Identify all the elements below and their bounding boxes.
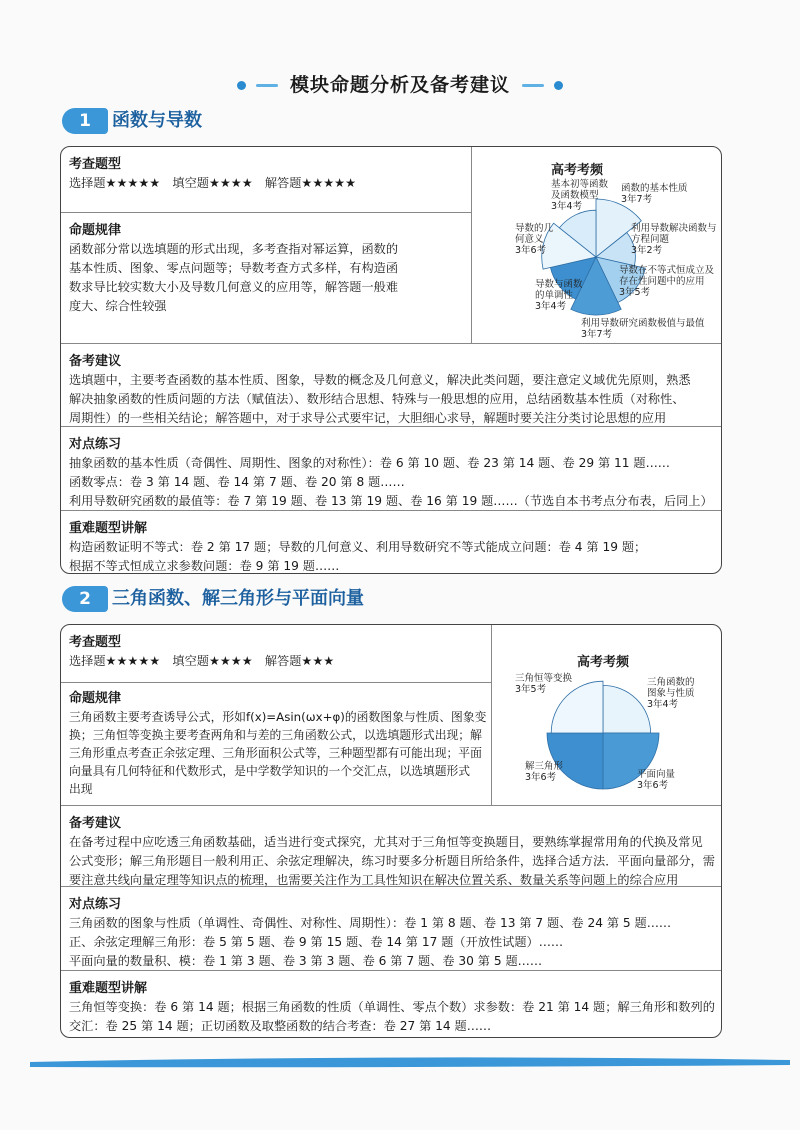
section-1-box	[60, 146, 722, 574]
block-heading: 命题规律	[69, 223, 122, 238]
block-text: 选择题★★★★★ 填空题★★★★ 解答题★★★★★	[69, 176, 357, 190]
block-heading: 考查题型	[69, 157, 122, 172]
practice-block	[61, 427, 721, 511]
block-heading: 考查题型	[69, 635, 122, 650]
rules-block	[61, 683, 491, 805]
block-heading: 对点练习	[69, 437, 122, 452]
pie-label: 三角恒等变换 3年5考	[515, 673, 573, 695]
page-title	[0, 70, 800, 97]
footer-brush-stroke	[30, 1056, 790, 1068]
block-text: 三角函数的图象与性质（单调性、奇偶性、对称性、周期性）：卷 1 第 8 题、卷 13 第 7 题、卷 24 第 5 题…… 正、余弦定理解三角形：卷 5 第 5 题、卷 9 第 15 题、卷 14 第 17 题（开放性试题）…… 平面向量的数量积、模：卷 1 第 3 题、卷 3 第 3 题、卷 6 第 7 题、卷 30 第 5 题……	[69, 916, 672, 968]
section-title: 函数与导数	[112, 110, 202, 131]
block-heading: 重难题型讲解	[69, 981, 148, 996]
chart-title: 高考考频	[577, 655, 630, 670]
block-heading: 对点练习	[69, 897, 122, 912]
block-heading: 重难题型讲解	[69, 521, 148, 536]
block-text: 抽象函数的基本性质（奇偶性、周期性、图象的对称性）：卷 6 第 10 题、卷 23 第 14 题、卷 29 第 11 题…… 函数零点：卷 3 第 14 题、卷 14 第 7 题、卷 20 第 8 题…… 利用导数研究函数的最值等：卷 7 第 19 题、卷 13 第 19 题、卷 16 第 19 题……（节选自本书考点分布表，后同上）	[69, 456, 713, 508]
block-text: 三角函数主要考查诱导公式，形如f(x)=Asin(ωx+φ)的函数图象与性质、图象变 换；三角恒等变换主要考查两角和与差的三角函数公式，以选填题形式出现；解 三角形重点考查正余弦定理、三角形面积公式等，三种题型都有可能出现；平面 向量具有几何特征和代数形式，是中学数学知识的一个交汇点，以选填题形式 出现	[69, 710, 487, 796]
pie-slice-1	[603, 685, 651, 733]
block-text: 选择题★★★★★ 填空题★★★★ 解答题★★★	[69, 654, 335, 668]
section-2-box	[60, 624, 722, 1038]
title-dash-left	[256, 84, 278, 87]
frequency-chart-1	[471, 147, 721, 343]
practice-block	[61, 887, 721, 971]
pie-label: 解三角形 3年6考	[525, 761, 564, 783]
pie-label: 导数的几 何意义 3年6考	[515, 223, 554, 256]
block-text: 选填题中，主要考查函数的基本性质、图象，导数的概念及几何意义，解决此类问题，要注意定义域优先原则，熟悉 解决抽象函数的性质问题的方法（赋值法）、数形结合思想、特殊与一般思想的应用，总结函数基本性质（对称性、 周期性）的一些相关结论；解答题中，对于求导公式要牢记，大胆细心求导，解题时要关注分类讨论思想的应用	[69, 373, 691, 425]
block-heading: 备考建议	[69, 816, 122, 831]
pie-label: 导数与函数 的单调性 3年4考	[535, 279, 583, 312]
block-text: 构造函数证明不等式：卷 2 第 17 题；导数的几何意义、利用导数研究不等式能成立问题：卷 4 第 19 题； 根据不等式恒成立求参数问题：卷 9 第 19 题……	[69, 540, 647, 573]
title-dash-right	[522, 84, 544, 87]
pie-label: 三角函数的 图象与性质 3年4考	[647, 677, 695, 710]
section-title: 三角函数、解三角形与平面向量	[112, 588, 364, 609]
difficult-block	[61, 511, 721, 573]
title-dot-left	[237, 81, 246, 90]
frequency-chart-2	[491, 625, 721, 805]
block-heading: 命题规律	[69, 691, 122, 706]
advice-block	[61, 343, 721, 427]
section-number: 1	[62, 108, 108, 134]
title-dot-right	[554, 81, 563, 90]
pie-label: 平面向量 3年6考	[637, 769, 676, 791]
pie-label: 基本初等函数 及函数模型 3年4考	[551, 179, 609, 212]
page-title-text: 模块命题分析及备考建议	[289, 74, 510, 96]
pie-label: 导数在不等式恒成立及 存在性问题中的应用 3年5考	[619, 265, 715, 298]
section-number: 2	[62, 586, 108, 612]
block-text: 在备考过程中应吃透三角函数基础，适当进行变式探究，尤其对于三角恒等变换题目，要熟练掌握常用角的代换及常见 公式变形；解三角形题目一般利用正、余弦定理解决，练习时要多分析题目所给条件，选择合适方法．平面向量部分，需 要注意共线向量定理等知识点的梳理，也需要关注作为工具性知识在解决位置关系、数量关系等问题上的综合应用	[69, 835, 715, 887]
difficult-block	[61, 971, 721, 1037]
block-text: 函数部分常以选填题的形式出现，多考查指对幂运算，函数的 基本性质、图象、零点问题等；导数考查方式多样，有构造函 数求导比较实数大小及导数几何意义的应用等，解答题一般难 度大、综合性较强	[69, 242, 399, 313]
exam-types-block	[61, 147, 471, 213]
advice-block	[61, 805, 721, 887]
pie-label: 利用导数研究函数极值与最值 3年7考	[581, 318, 705, 340]
block-heading: 备考建议	[69, 354, 122, 369]
block-text: 三角恒等变换：卷 6 第 14 题；根据三角函数的性质（单调性、零点个数）求参数：卷 21 第 14 题；解三角形和数列的 交汇：卷 25 第 14 题；正切函数及取整函数的结合考查：卷 27 第 14 题……	[69, 1000, 715, 1033]
pie-label: 函数的基本性质 3年7考	[621, 183, 688, 205]
pie-label: 利用导数解决函数与 方程问题 3年2考	[631, 223, 717, 256]
chart-title: 高考考频	[551, 163, 604, 178]
exam-types-block	[61, 625, 491, 683]
rules-block	[61, 213, 471, 343]
